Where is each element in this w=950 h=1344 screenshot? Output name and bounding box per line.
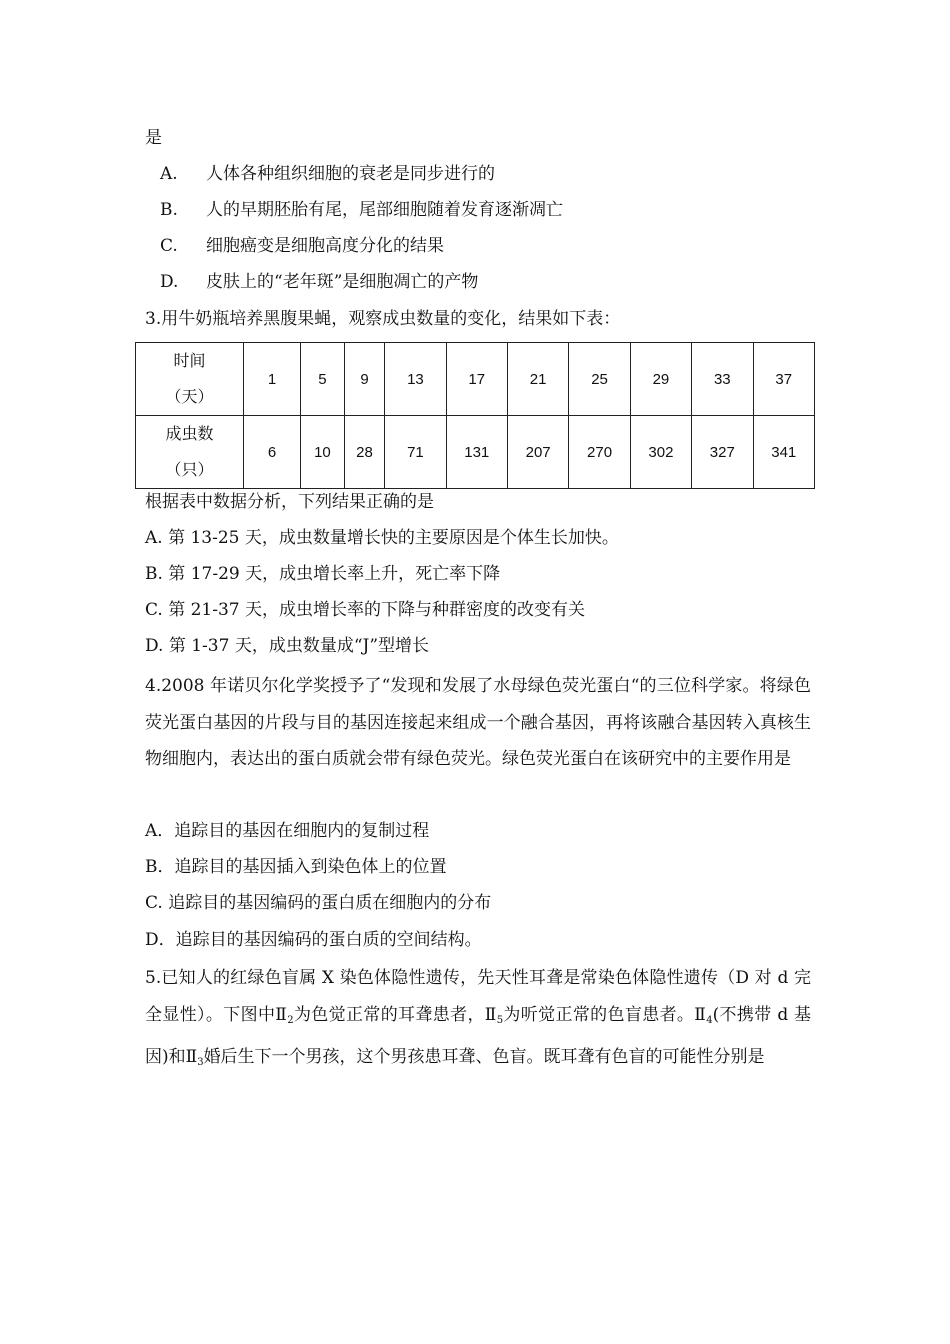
table-cell: 270 xyxy=(569,416,630,489)
q2-stem-tail: 是 xyxy=(145,128,162,148)
table-cell: 327 xyxy=(692,416,753,489)
table-cell: 17 xyxy=(446,343,507,416)
table-cell: 5 xyxy=(301,343,345,416)
q4-option-a: A．追踪目的基因在细胞内的复制过程 xyxy=(145,821,430,841)
row-header-unit: （只） xyxy=(165,460,214,479)
table-cell: 37 xyxy=(753,343,814,416)
option-text: 人的早期胚胎有尾，尾部细胞随着发育逐渐凋亡 xyxy=(206,200,563,220)
q4-option-d: D．追踪目的基因编码的蛋白质的空间结构。 xyxy=(145,930,482,950)
q3-prompt: 根据表中数据分析，下列结果正确的是 xyxy=(145,492,434,512)
option-letter: C. xyxy=(160,236,178,256)
table-cell: 341 xyxy=(753,416,814,489)
row-header-line: 成虫数 xyxy=(165,424,214,443)
table-cell: 33 xyxy=(692,343,753,416)
table-cell: 21 xyxy=(507,343,568,416)
table-row-days xyxy=(136,343,815,416)
table-cell: 10 xyxy=(301,416,345,489)
q5-stem xyxy=(145,960,811,1082)
subscript: 2 xyxy=(287,1014,294,1026)
table-cell: 302 xyxy=(630,416,691,489)
table-cell: 9 xyxy=(344,343,385,416)
q5-text-part: 为听觉正常的色盲患者。Ⅱ xyxy=(503,1004,707,1025)
option-letter: B. xyxy=(160,200,178,220)
table-cell: 131 xyxy=(446,416,507,489)
q5-text-part: 婚后生下一个男孩，这个男孩患耳聋、色盲。既耳聋有色盲的可能性分别是 xyxy=(203,1047,765,1067)
fruit-fly-data-table xyxy=(135,342,815,489)
q5-text-part: (不携带 d 基因)和Ⅱ xyxy=(145,1004,811,1067)
table-row-counts xyxy=(136,416,815,489)
table-cell: 71 xyxy=(385,416,446,489)
row-header-line: 时间 xyxy=(173,351,206,370)
row-header-time xyxy=(136,343,244,416)
option-letter: A. xyxy=(160,164,178,184)
table-cell: 1 xyxy=(243,343,300,416)
q5-text-part: 为色觉正常的耳聋患者，Ⅱ xyxy=(293,1004,497,1025)
q3-option-b: B. 第 17-29 天，成虫增长率上升，死亡率下降 xyxy=(145,564,501,584)
q3-option-a: A. 第 13-25 天，成虫数量增长快的主要原因是个体生长加快。 xyxy=(145,528,619,548)
option-text: 细胞癌变是细胞高度分化的结果 xyxy=(206,236,444,256)
table-cell: 29 xyxy=(630,343,691,416)
table-cell: 207 xyxy=(507,416,568,489)
table-cell: 28 xyxy=(344,416,385,489)
option-text: 人体各种组织细胞的衰老是同步进行的 xyxy=(206,164,495,184)
q4-stem: 4.2008 年诺贝尔化学奖授予了“发现和发展了水母绿色荧光蛋白“的三位科学家。将绿色荧光蛋白基因的片段与目的基因连接起来组成一个融合基因，再将该融合基因转入真核生物细胞内，表达出的蛋白质就会带有绿色荧光。绿色荧光蛋白在该研究中的主要作用是 xyxy=(145,676,811,769)
option-letter: D. xyxy=(160,272,179,292)
table-cell: 25 xyxy=(569,343,630,416)
table-cell: 13 xyxy=(385,343,446,416)
option-text: 皮肤上的“老年斑”是细胞凋亡的产物 xyxy=(206,272,479,292)
q4-option-c: C. 追踪目的基因编码的蛋白质在细胞内的分布 xyxy=(145,893,492,913)
q4-option-b: B．追踪目的基因插入到染色体上的位置 xyxy=(145,857,447,877)
row-header-count xyxy=(136,416,244,489)
q5-text-part: 5.已知人的红绿色盲属 X 染色体隐性遗传，先天性耳聋是常染色体隐性遗传（D 对 d 完全显性）。下图中Ⅱ xyxy=(145,968,811,1025)
q3-option-c: C. 第 21-37 天，成虫增长率的下降与种群密度的改变有关 xyxy=(145,600,586,620)
q3-option-d: D. 第 1-37 天，成虫数量成“J”型增长 xyxy=(145,636,430,656)
table-cell: 6 xyxy=(243,416,300,489)
row-header-unit: （天） xyxy=(165,387,214,406)
subscript: 4 xyxy=(706,1014,713,1026)
subscript: 3 xyxy=(197,1057,204,1068)
subscript: 5 xyxy=(496,1014,504,1026)
q3-stem: 3.用牛奶瓶培养黑腹果蝇，观察成虫数量的变化，结果如下表： xyxy=(145,309,621,329)
